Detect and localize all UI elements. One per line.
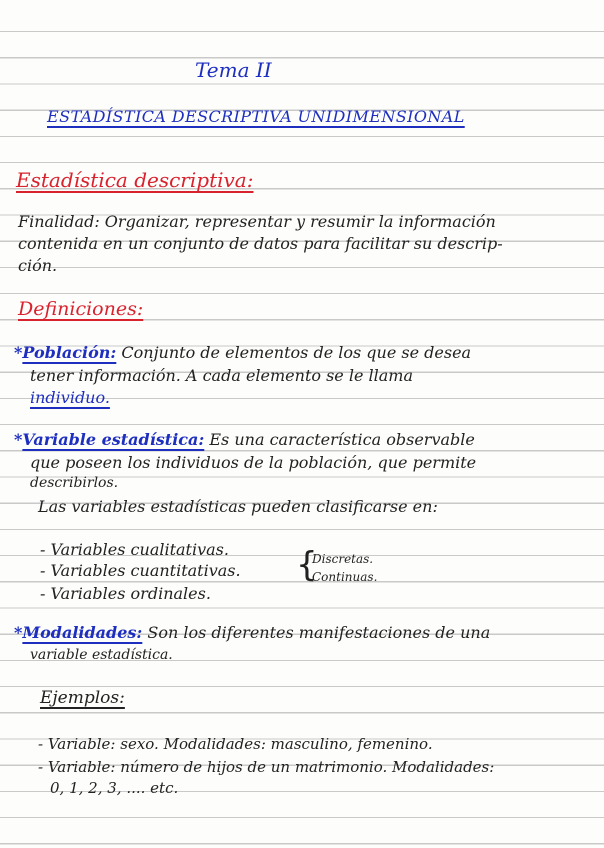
subtype-continuas: Continuas. xyxy=(312,570,378,584)
curly-brace: { xyxy=(296,545,318,585)
modalidades-line-1: Son los diferentes manifestaciones de una xyxy=(142,623,491,642)
definition-modalidades xyxy=(14,625,490,641)
section-heading-estadistica: Estadística descriptiva: xyxy=(16,168,254,192)
example-line-1: - Variable: sexo. Modalidades: masculino, femenino. xyxy=(38,735,433,753)
term-modalidades: Modalidades: xyxy=(22,623,143,642)
definition-variable xyxy=(14,432,475,448)
variable-line-1: Es una característica observable xyxy=(204,430,475,449)
example-line-2: - Variable: número de hijos de un matrimonio. Modalidades: xyxy=(38,758,495,776)
definition-poblacion xyxy=(14,345,471,361)
bullet-asterisk: * xyxy=(14,430,23,449)
list-item-cualitativas: - Variables cualitativas. xyxy=(40,540,229,559)
term-poblacion: Población: xyxy=(22,343,117,362)
example-line-3: 0, 1, 2, 3, .... etc. xyxy=(50,779,179,797)
page-title: Tema II xyxy=(195,58,272,82)
term-variable: Variable estadística: xyxy=(22,430,205,449)
modalidades-line-2: variable estadística. xyxy=(30,647,173,663)
variable-line-2: que poseen los individuos de la población, que permite xyxy=(30,453,477,472)
poblacion-line-2: tener información. A cada elemento se le llama xyxy=(30,366,414,385)
bullet-asterisk: * xyxy=(14,343,23,362)
list-item-cuantitativas: - Variables cuantitativas. xyxy=(40,561,241,580)
subtype-discretas: Discretas. xyxy=(312,552,374,566)
variable-line-4: Las variables estadísticas pueden clasificarse en: xyxy=(38,497,438,516)
finalidad-line-3: ción. xyxy=(18,256,58,275)
bullet-asterisk: * xyxy=(14,623,23,642)
finalidad-line-2: contenida en un conjunto de datos para facilitar su descrip- xyxy=(18,234,503,253)
term-individuo: individuo. xyxy=(30,388,110,407)
finalidad-line-1: Finalidad: Organizar, representar y resumir la información xyxy=(18,212,496,231)
page-subtitle: ESTADÍSTICA DESCRIPTIVA UNIDIMENSIONAL xyxy=(47,107,465,126)
variable-line-3: describirlos. xyxy=(30,475,119,491)
section-heading-definiciones: Definiciones: xyxy=(18,298,144,320)
poblacion-line-1: Conjunto de elementos de los que se desea xyxy=(116,343,472,362)
section-heading-ejemplos: Ejemplos: xyxy=(40,688,125,708)
list-item-ordinales: - Variables ordinales. xyxy=(40,584,211,603)
